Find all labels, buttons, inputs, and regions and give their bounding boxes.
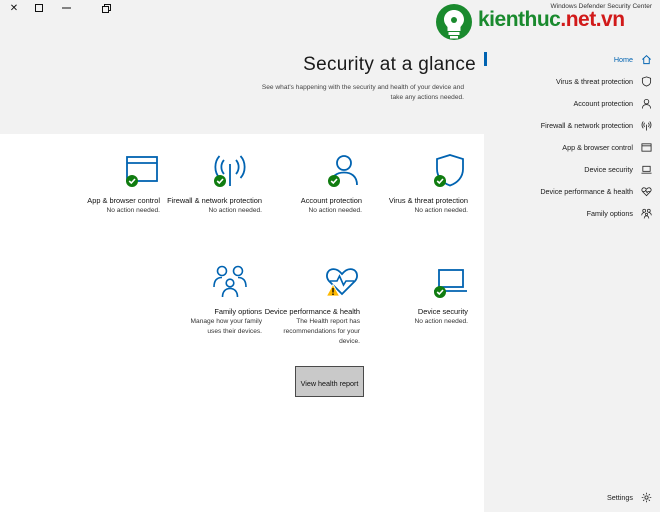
page-title: Security at a glance: [303, 54, 476, 75]
sidebar-item-family[interactable]: [587, 206, 652, 220]
close-icon[interactable]: ✕: [9, 2, 19, 14]
person-icon: [326, 152, 362, 188]
sidebar-item-home[interactable]: [614, 52, 652, 66]
tile-status: Manage how your family uses their devices.: [190, 318, 262, 335]
sidebar-item-label: Family options: [586, 208, 633, 218]
lightbulb-logo-icon: [432, 2, 476, 46]
wifi-icon: [212, 152, 248, 188]
watermark-text-green: kienthuc: [478, 8, 561, 31]
tile-title: App & browser control: [87, 196, 160, 205]
window-title: Windows Defender Security Center: [550, 3, 652, 10]
person-icon: [641, 98, 652, 109]
sidebar-item-label: Device security: [584, 164, 633, 174]
sidebar-item-app-browser[interactable]: [562, 140, 652, 154]
shield-icon: [641, 76, 652, 87]
sidebar-item-device-performance[interactable]: [540, 184, 652, 198]
home-icon: [641, 54, 652, 65]
view-health-report-button[interactable]: View health report: [295, 366, 364, 397]
tile-title: Device performance & health: [264, 307, 360, 316]
tile-status: No action needed.: [414, 318, 468, 325]
tile-status: The Health report has recommendations for your device.: [283, 318, 360, 345]
tile-family[interactable]: [150, 307, 262, 337]
tile-title: Device security: [417, 307, 468, 316]
browser-icon: [641, 142, 652, 153]
tile-device-security[interactable]: [356, 307, 468, 327]
sidebar-item-settings[interactable]: [607, 490, 652, 504]
browser-icon: [124, 152, 160, 188]
watermark-logo: [432, 2, 660, 44]
heart-icon: [324, 263, 360, 299]
laptop-icon: [641, 164, 652, 175]
restore-icon[interactable]: [92, 0, 120, 16]
tile-app-browser[interactable]: [48, 196, 160, 216]
tile-title: Account protection: [300, 196, 362, 205]
sidebar-item-label: Home: [613, 54, 633, 64]
tile-status: No action needed.: [208, 207, 262, 214]
heart-icon: [641, 186, 652, 197]
wifi-icon: [641, 120, 652, 131]
minimize-icon[interactable]: [52, 0, 80, 16]
family-icon: [212, 263, 248, 299]
maximize-icon[interactable]: [25, 0, 53, 16]
tile-virus-threat[interactable]: [356, 196, 468, 216]
gear-icon: [641, 492, 652, 503]
shield-icon: [432, 152, 468, 188]
tile-title: Firewall & network protection: [167, 196, 262, 205]
sidebar-item-label: App & browser control: [562, 142, 633, 152]
laptop-icon: [432, 263, 468, 299]
tile-title: Family options: [214, 307, 262, 316]
tile-device-performance[interactable]: [250, 307, 360, 347]
sidebar-item-device-security[interactable]: [584, 162, 652, 176]
tile-status: No action needed.: [106, 207, 160, 214]
sidebar-item-account[interactable]: [573, 96, 652, 110]
sidebar-item-label: Firewall & network protection: [540, 120, 633, 130]
page-description: See what's happening with the security and health of your device and take any actions needed.: [261, 84, 464, 101]
tile-status: No action needed.: [414, 207, 468, 214]
sidebar-item-virus-threat[interactable]: [556, 74, 652, 88]
tile-title: Virus & threat protection: [388, 196, 468, 205]
sidebar-item-firewall[interactable]: [541, 118, 652, 132]
tile-account[interactable]: [250, 196, 362, 216]
tile-status: No action needed.: [308, 207, 362, 214]
watermark-text: [478, 8, 625, 32]
watermark-text-red: .net.vn: [560, 8, 625, 31]
sidebar-item-label: Settings: [607, 492, 633, 502]
active-nav-indicator: [484, 52, 487, 66]
sidebar-item-label: Account protection: [573, 98, 633, 108]
sidebar-item-label: Virus & threat protection: [556, 76, 633, 86]
family-icon: [641, 208, 652, 219]
tile-firewall[interactable]: [150, 196, 262, 216]
sidebar-item-label: Device performance & health: [540, 186, 633, 196]
